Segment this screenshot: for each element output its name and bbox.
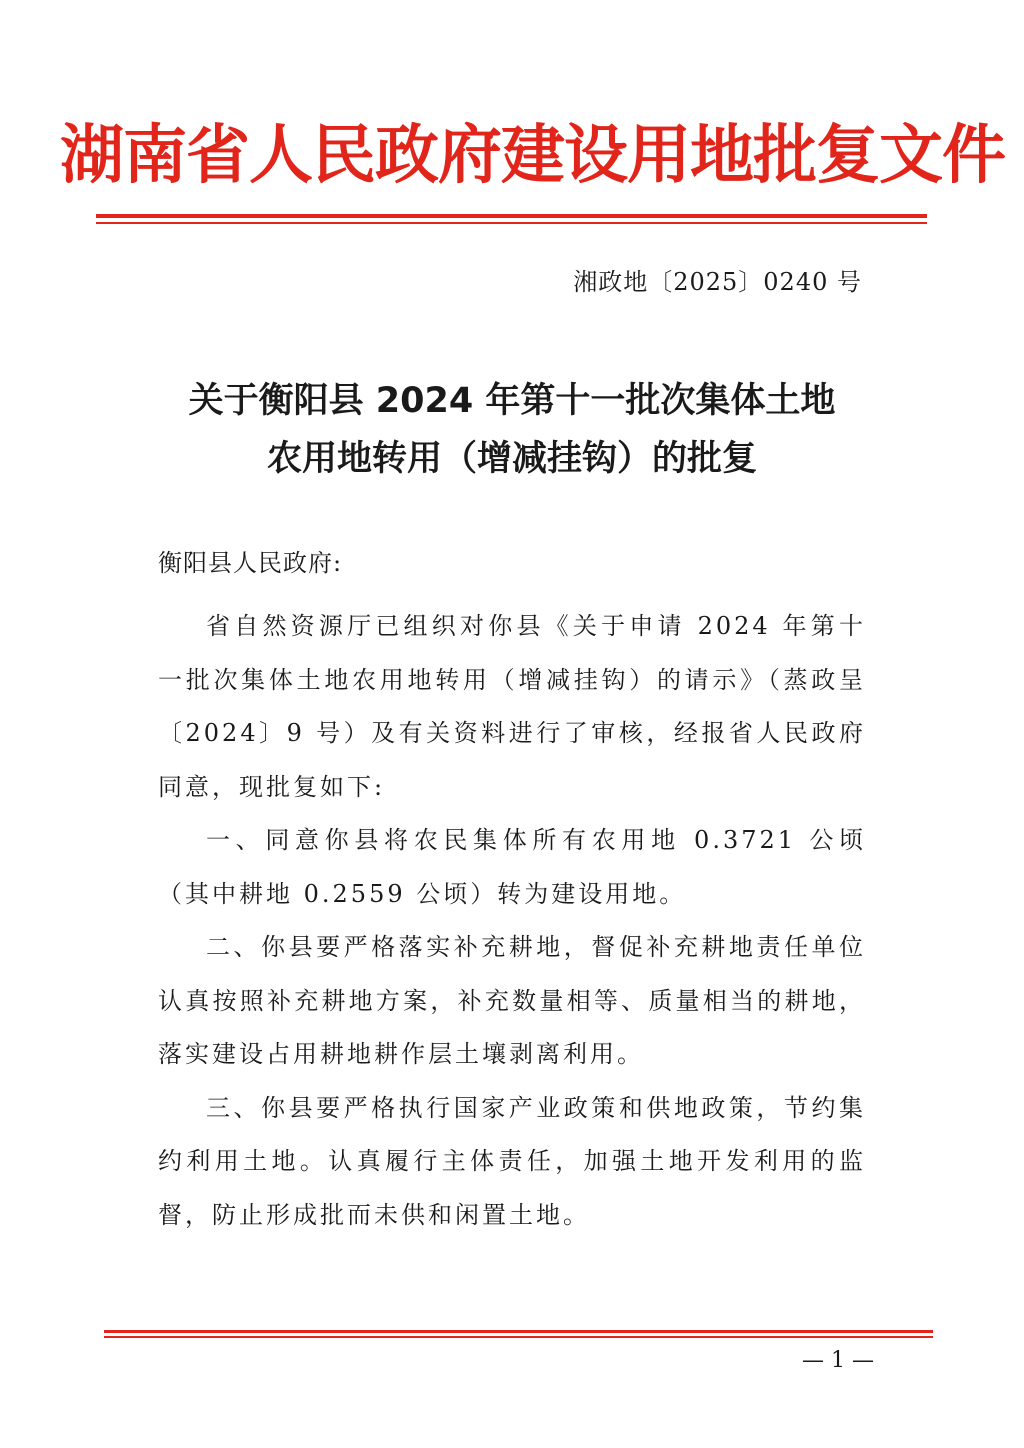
recipient: 衡阳县人民政府: <box>158 549 343 577</box>
page-number: — 1 — <box>802 1348 874 1373</box>
document-header-title: 湖南省人民政府建设用地批复文件 <box>60 119 1005 193</box>
footer-red-rule-thin <box>104 1336 933 1338</box>
document-number: 湘政地〔2025〕0240 号 <box>573 268 862 296</box>
document-title-line-1: 关于衡阳县 2024 年第十一批次集体土地 <box>188 381 836 421</box>
footer-red-rule-thick <box>104 1330 933 1333</box>
body-paragraph-1: 一、同意你县将农民集体所有农用地 0.3721 公顷（其中耕地 0.2559 公顷）转为建设用地。 <box>158 826 866 908</box>
body-paragraph-3: 三、你县要严格执行国家产业政策和供地政策，节约集约利用土地。认真履行主体责任，加强土地开发利用的监督，防止形成批而未供和闲置土地。 <box>158 1093 866 1229</box>
header-red-rule-thick <box>96 214 927 218</box>
header-red-rule-thin <box>96 222 927 224</box>
body-paragraph-intro: 省自然资源厅已组织对你县《关于申请 2024 年第十一批次集体土地农用地转用（增减挂钩）的请示》（蒸政呈〔2024〕9 号）及有关资料进行了审核，经报省人民政府同意，现批复如下: <box>158 612 866 801</box>
document-title-line-2: 农用地转用（增减挂钩）的批复 <box>266 439 757 479</box>
document-body <box>158 600 866 1242</box>
body-paragraph-2: 二、你县要严格落实补充耕地，督促补充耕地责任单位认真按照补充耕地方案，补充数量相等、质量相当的耕地，落实建设占用耕地耕作层土壤剥离利用。 <box>158 933 866 1068</box>
document-title <box>100 372 924 488</box>
